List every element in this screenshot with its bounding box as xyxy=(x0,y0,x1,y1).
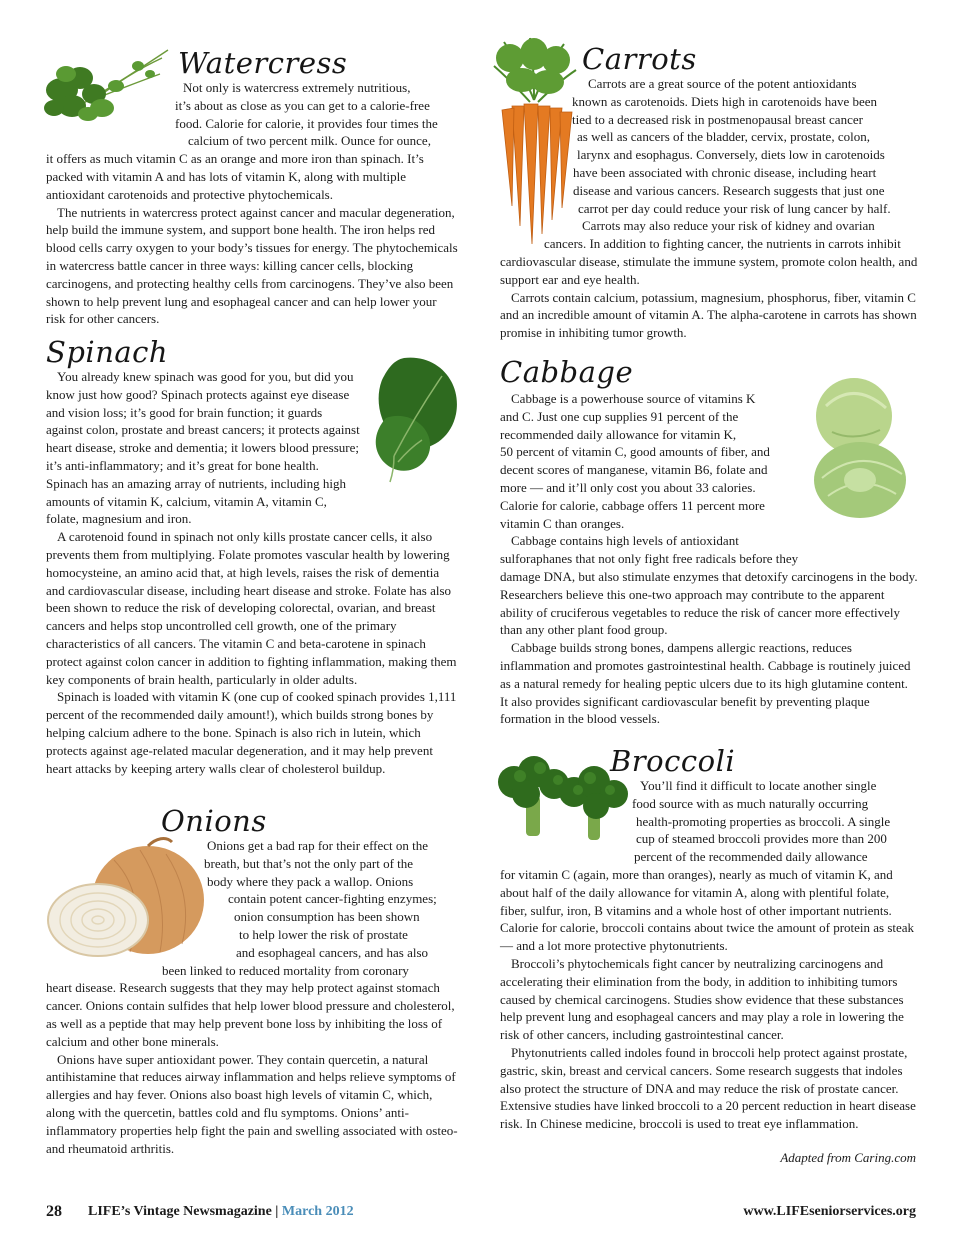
page-number: 28 xyxy=(46,1203,62,1220)
spinach-paragraph: You already knew spinach was good for you, but did you know just how good? Spinach protects against eye disease and vision loss; it’s good for brain function; it guards against colon, prostate and breast cancers; it protects against heart disease, stroke and dementia; it lowers blood pressure; it’s anti-inflammatory; and it’s great for bone health. Spinach has an amazing array of nutrients, including high amounts of vitamin K, calcium, vitamin A, vitamin C, folate, magnesium and iron. xyxy=(46,369,360,527)
spinach-body xyxy=(46,368,460,777)
cabbage-line: Calorie for calorie, cabbage offers 11 percent more xyxy=(500,497,765,513)
section-title-spinach: Spinach xyxy=(46,335,169,369)
magazine-name xyxy=(88,1204,354,1220)
spinach-paragraph: Spinach is loaded with vitamin K (one cup of cooked spinach provides 1,111 percent of the recommended daily amount!), which builds strong bones by helping calcium adhere to the bone. Spinach is also rich in lutein, which protects against age-related macular degeneration, and it may help prevent heart attacks by keeping artery walls clear of cholesterol buildup. xyxy=(46,689,457,776)
carrots-paragraph: Carrots contain calcium, potassium, magnesium, phosphorus, fiber, vitamin C and an incredible amount of vitamin A. The alpha-carotene in carrots has shown promise in inhibiting tumor growth. xyxy=(500,289,917,341)
broccoli-line: food source with as much naturally occurring xyxy=(632,795,869,811)
cabbage-paragraph: damage DNA, but also stimulate enzymes that detoxify carcinogens in the body. Researchers believe this one-two approach may contribute to the apparent ability of cruciferous vegetables to reduce the risk of cancer more effectively than any other plant food group. xyxy=(500,568,918,638)
page-footer xyxy=(46,1203,916,1223)
onions-line: been linked to reduced mortality from coronary xyxy=(162,962,409,978)
broccoli-paragraph: Broccoli’s phytochemicals fight cancer by neutralizing carcinogens and accelerating their elimination from the body, in addition to inhibiting tumors caused by chemical carcinogens. Studies show evidence that these substances help prevent lung and esophageal cancers and may play a role in lowering the risk of other cancers, including gastrointestinal cancer. xyxy=(500,955,904,1043)
broccoli-paragraph: for vitamin C (again, more than oranges), nearly as much of vitamin K, and about half of the daily allowance for vitamin A, along with plentiful folate, fiber, sulfur, iron, B vitamins and a whole host of other important nutrients. Calorie for calorie, broccoli contains about twice the amount of protein as steak — and a lot more protective phytonutrients. xyxy=(500,866,915,954)
onions-line: to help lower the risk of prostate xyxy=(239,926,408,942)
watercress-line: it’s about as close as you can get to a calorie-free xyxy=(175,97,430,113)
carrots-line: carrot per day could reduce your risk of lung cancer by half. xyxy=(578,200,891,216)
watercress-body xyxy=(46,79,458,328)
cabbage-line: Cabbage is a powerhouse source of vitamins K xyxy=(511,391,756,406)
spinach-paragraph: A carotenoid found in spinach not only kills prostate cancer cells, it also prevents them from multiplying. Folate promotes vascular health by lowering homocysteine, an amino acid that, at high levels, raises the risk of dementia and cardiovascular disease, including heart disease and stroke. Folate has also been shown to reduce the risk of developing colorectal, ovarian, and breast cancers and helps stop uncontrolled cell growth, one of the primary characteristics of all cancers. The vitamin C and beta-carotene in spinach protect against colon cancer in addition to fighting inflammation, making them key components of brain health, particularly in older adults. xyxy=(46,529,457,687)
section-title-broccoli: Broccoli xyxy=(610,744,736,778)
broccoli-line: percent of the recommended daily allowance xyxy=(634,849,868,865)
cabbage-line: 50 percent of vitamin C, good amounts of fiber, and xyxy=(500,444,770,460)
cabbage-line: recommended daily allowance for vitamin K, xyxy=(500,426,737,442)
onions-body xyxy=(46,837,464,1157)
broccoli-line: health-promoting properties as broccoli. A single xyxy=(636,813,891,829)
onions-line: contain potent cancer-fighting enzymes; xyxy=(228,891,437,907)
onions-line: Onions get a bad rap for their effect on the xyxy=(207,838,429,853)
issue-month: March 2012 xyxy=(281,1204,354,1219)
carrots-line: cancers. In addition to fighting cancer, the nutrients in carrots inhibit xyxy=(544,236,901,252)
onions-paragraph: Onions have super antioxidant power. They contain quercetin, a natural antihistamine that reduces airway inflammation and helps relieve symptoms of allergies and hay fever. Onions also boast high levels of vitamin C, which, along with the quercetin, battles cold and flu symptoms. Onions’ anti-inflammatory properties help fight the pain and swelling associated with osteo- and rheumatoid arthritis. xyxy=(46,1051,458,1156)
watercress-line: calcium of two percent milk. Ounce for ounce, xyxy=(188,133,431,149)
website-link[interactable]: www.LIFEseniorservices.org xyxy=(743,1204,916,1219)
carrots-paragraph: cardiovascular disease, stimulate the immune system, promote colon health, and support ear and eye health. xyxy=(500,253,918,287)
broccoli-body xyxy=(500,777,918,1133)
broccoli-line: You’ll find it difficult to locate another single xyxy=(640,778,877,793)
cabbage-body xyxy=(500,390,918,728)
onions-line: body where they pack a wallop. Onions xyxy=(207,873,414,889)
cabbage-line: sulforaphanes that not only fight free radicals before they xyxy=(500,551,799,567)
watercress-paragraph: The nutrients in watercress protect against cancer and macular degeneration, help build the immune system, and support bone health. The iron helps red blood cells carry oxygen to your body’s tissues for energy. The phytochemicals in watercress battle cancer in three ways: killing cancer cells, blocking carcinogens, and protecting healthy cells from carcinogens. They’ve also been shown to help prevent lung and esophageal cancer and can help lower your risk for other cancers. xyxy=(46,204,458,327)
carrots-line: disease and various cancers. Research suggests that just one xyxy=(573,182,885,198)
cabbage-line: more — and it’ll only cost you about 33 calories. xyxy=(500,479,756,495)
section-title-cabbage: Cabbage xyxy=(500,355,634,389)
carrots-line: known as carotenoids. Diets high in carotenoids have been xyxy=(572,93,878,109)
carrots-line: larynx and esophagus. Conversely, diets low in carotenoids xyxy=(577,147,885,163)
onions-line: and esophageal cancers, and has also xyxy=(236,944,429,960)
section-title-watercress: Watercress xyxy=(178,46,348,80)
onions-line: onion consumption has been shown xyxy=(234,909,420,925)
cabbage-line: decent scores of manganese, vitamin B6, folate and xyxy=(500,462,768,478)
cabbage-line: Cabbage contains high levels of antioxidant xyxy=(511,533,739,549)
carrots-line: Carrots are a great source of the potent antioxidants xyxy=(588,76,857,91)
carrots-body xyxy=(500,75,918,342)
carrots-line: have been associated with chronic disease, including heart xyxy=(573,164,877,180)
watercress-line: food. Calorie for calorie, it provides four times the xyxy=(175,115,438,131)
broccoli-line: cup of steamed broccoli provides more than 200 xyxy=(636,831,887,847)
magazine-title: LIFE’s Vintage Newsmagazine | xyxy=(88,1204,282,1219)
cabbage-line: vitamin C than oranges. xyxy=(500,515,625,531)
carrots-line: tied to a decreased risk in postmenopausal breast cancer xyxy=(572,111,863,127)
carrots-line: Carrots may also reduce your risk of kidney and ovarian xyxy=(582,218,875,234)
watercress-line: Not only is watercress extremely nutritious, xyxy=(183,80,411,95)
watercress-paragraph: it offers as much vitamin C as an orange and more iron than spinach. It’s packed with vitamin A and has lots of vitamin K, along with multiple antioxidant carotenoids and protective phytochemicals. xyxy=(46,151,424,202)
cabbage-line: and C. Just one cup supplies 91 percent of the xyxy=(500,408,739,424)
cabbage-paragraph: Cabbage builds strong bones, dampens allergic reactions, reduces inflammation and promotes gastrointestinal health. Cabbage is routinely juiced as a natural remedy for healing peptic ulcers due to its high glutamine content. It also provides significant cardiovascular benefit by preventing plaque formation in the blood vessels. xyxy=(500,640,911,727)
broccoli-paragraph: Phytonutrients called indoles found in broccoli help protect against prostate, gastric, skin, breast and cervical cancers. Some research suggests that indoles also protect the structure of DNA and may reduce the risk of prostate cancer. Extensive studies have linked broccoli to a 20 percent reduction in heart disease risk. In Chinese medicine, broccoli is used to treat eye inflammation. xyxy=(500,1044,916,1132)
section-title-carrots: Carrots xyxy=(582,42,697,76)
section-title-onions: Onions xyxy=(161,804,267,838)
carrots-line: as well as cancers of the bladder, cervix, prostate, colon, xyxy=(577,129,870,145)
onions-line: breath, but that’s not the only part of the xyxy=(204,855,414,871)
onions-paragraph: heart disease. Research suggests that they may help protect against stomach cancer. Onions contain sulfides that help lower blood pressure and cholesterol, as well as a peptide that may help prevent bone loss by inhibiting the loss of calcium and other bone minerals. xyxy=(46,980,455,1049)
source-credit: Adapted from Caring.com xyxy=(780,1150,916,1165)
